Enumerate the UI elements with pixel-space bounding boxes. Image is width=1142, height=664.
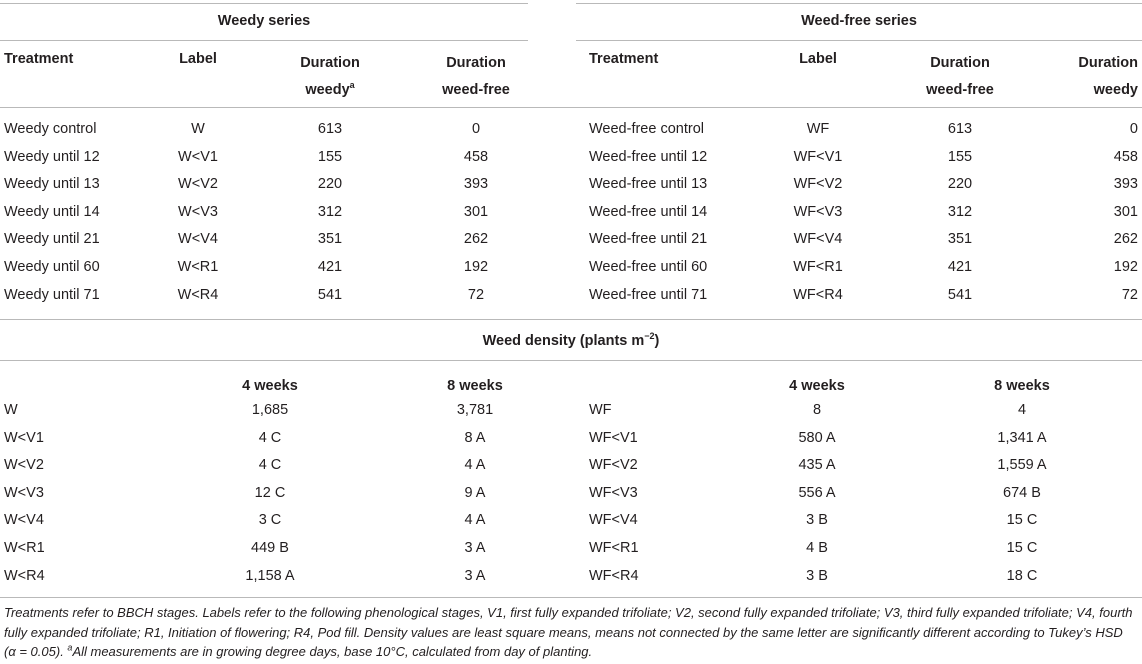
treatment-cell-wf-dur1: 312 <box>947 203 973 220</box>
treatment-cell-wf-dur2: 72 <box>1121 286 1138 303</box>
series-rule-right <box>576 40 1142 41</box>
density-cell-w-4: 4 C <box>258 457 282 474</box>
treatment-cell-w-label: W<V2 <box>178 176 218 193</box>
density-cell-wf-label: WF <box>589 402 612 418</box>
density-cell-wf-label: WF<R4 <box>589 567 639 584</box>
treatment-cell-w-dur1: 220 <box>317 176 343 193</box>
density-cell-wf-8: 1,559 A <box>997 457 1047 474</box>
treatment-cell-w-dur1: 541 <box>317 286 343 303</box>
density-cell-w-4: 3 C <box>258 512 282 529</box>
treatment-cell-wf-dur2: 458 <box>1113 148 1138 165</box>
density-cell-wf-label: WF<V4 <box>589 512 638 529</box>
treatment-cell-w-dur2: 0 <box>471 121 481 137</box>
density-cell-w-4: 4 C <box>258 429 282 446</box>
treatment-cell-w-label: W<V4 <box>178 231 218 248</box>
density-cell-wf-label: WF<V2 <box>589 457 638 474</box>
density-cell-wf-4: 435 A <box>798 457 836 474</box>
density-cell-w-label: W<V3 <box>4 484 44 501</box>
treatment-cell-w-dur1: 155 <box>317 148 343 165</box>
treatment-cell-wf-dur1: 351 <box>947 231 973 248</box>
treatment-cell-wf-dur2: 192 <box>1113 259 1138 275</box>
density-cell-wf-4: 4 B <box>806 540 828 556</box>
density-cell-w-label: W <box>4 402 18 418</box>
density-cell-w-4: 12 C <box>254 484 286 501</box>
density-cell-w-label: W<V2 <box>4 457 44 474</box>
treatment-cell-wf-dur2: 393 <box>1113 176 1138 193</box>
treatment-cell-w-dur2: 458 <box>463 148 489 165</box>
density-cell-w-8: 3,781 <box>456 402 494 418</box>
treatment-cell-w-dur1: 351 <box>317 231 343 248</box>
top-rule-right <box>576 3 1142 4</box>
treatment-cell-wf-label: WF<V2 <box>793 176 843 193</box>
density-cell-wf-8: 1,341 A <box>997 429 1047 446</box>
treatment-cell-w-treatment: Weedy until 71 <box>4 286 100 303</box>
density-weedy-8weeks-header: 8 weeks <box>447 378 503 394</box>
treatment-cell-w-dur1: 421 <box>317 259 343 275</box>
weedfree-label-header: Label <box>799 51 837 67</box>
treatment-cell-w-dur2: 262 <box>463 231 489 248</box>
density-cell-wf-8: 674 B <box>1003 484 1041 501</box>
density-cell-w-label: W<R4 <box>4 567 45 584</box>
treatment-cell-wf-treatment: Weed-free control <box>589 121 704 137</box>
weedy-label-header: Label <box>179 51 217 67</box>
density-weedy-4weeks-header: 4 weeks <box>242 378 298 394</box>
treatment-cell-wf-dur2: 0 <box>1129 121 1138 137</box>
weedy-series-header: Weedy series <box>217 13 311 29</box>
treatment-cell-w-treatment: Weedy until 21 <box>4 231 100 248</box>
top-rule-left <box>0 3 528 4</box>
treatment-cell-wf-treatment: Weed-free until 71 <box>589 286 708 303</box>
weedfree-duration-weedy-header: Duration weedy <box>1078 55 1138 98</box>
treatment-cell-w-label: W <box>191 121 205 137</box>
density-cell-w-8: 8 A <box>464 429 486 446</box>
density-cell-w-4: 1,685 <box>251 402 289 418</box>
density-rule-top <box>0 319 1142 320</box>
treatment-cell-w-dur2: 393 <box>463 176 489 193</box>
density-rule-bottom <box>0 360 1142 361</box>
density-cell-wf-label: WF<R1 <box>589 540 639 556</box>
treatment-cell-w-label: W<V3 <box>178 203 218 220</box>
density-cell-w-label: W<V4 <box>4 512 44 529</box>
treatment-cell-wf-treatment: Weed-free until 12 <box>589 148 708 165</box>
density-cell-w-4: 449 B <box>251 540 289 556</box>
weed-free-series-header: Weed-free series <box>801 13 917 29</box>
treatment-cell-wf-dur2: 262 <box>1113 231 1138 248</box>
density-cell-w-8: 4 A <box>464 457 486 474</box>
density-cell-wf-4: 556 A <box>798 484 836 501</box>
treatment-cell-wf-dur1: 613 <box>947 121 973 137</box>
density-cell-wf-8: 18 C <box>1006 567 1038 584</box>
density-cell-wf-4: 8 <box>812 402 822 418</box>
treatment-cell-wf-treatment: Weed-free until 13 <box>589 176 708 193</box>
treatment-cell-wf-treatment: Weed-free until 14 <box>589 203 708 220</box>
treatment-cell-wf-dur2: 301 <box>1113 203 1138 220</box>
treatment-cell-wf-label: WF <box>806 121 830 137</box>
density-cell-wf-8: 15 C <box>1006 512 1038 529</box>
density-cell-w-8: 4 A <box>464 512 486 529</box>
treatment-cell-w-treatment: Weedy until 14 <box>4 203 100 220</box>
treatment-cell-wf-label: WF<V3 <box>793 203 843 220</box>
treatment-cell-w-label: W<R4 <box>177 286 219 303</box>
table-footnote: Treatments refer to BBCH stages. Labels refer to the following phenological stages, V1, first fully expanded trifoliate; V2, second fully expanded trifoliate; V3, third fully expanded trifoliate; V4, fourth fully expanded trifoliate; R1, Initiation of flowering; R4, Pod fill. Density values are least square means, means not connected by the same letter are significantly different according to Tukey’s HSD (α = 0.05). $^a$All measurements are in growing degree days, base 10°C, calculated from day of planting. <box>4 605 1133 659</box>
treatment-cell-w-dur2: 192 <box>463 259 489 275</box>
treatment-cell-w-treatment: Weedy control <box>4 121 97 137</box>
treatment-cell-w-dur1: 312 <box>317 203 343 220</box>
weedy-treatment-header: Treatment <box>4 51 74 67</box>
weedfree-duration-weedfree-header: Duration weed-free <box>926 55 994 98</box>
density-cell-w-4: 1,158 A <box>245 567 295 584</box>
treatment-cell-wf-treatment: Weed-free until 21 <box>589 231 708 248</box>
density-weedfree-4weeks-header: 4 weeks <box>789 378 845 394</box>
treatment-cell-w-label: W<R1 <box>177 259 219 275</box>
density-cell-w-8: 3 A <box>464 567 486 584</box>
treatment-cell-wf-label: WF<R4 <box>793 286 843 303</box>
density-cell-w-label: W<R1 <box>4 540 45 556</box>
density-cell-w-label: W<V1 <box>4 429 44 446</box>
density-cell-wf-4: 580 A <box>798 429 836 446</box>
density-cell-wf-8: 4 <box>1017 402 1027 418</box>
treatment-cell-wf-label: WF<R1 <box>793 259 843 275</box>
treatment-cell-w-dur2: 72 <box>467 286 485 303</box>
treatment-cell-wf-label: WF<V1 <box>793 148 843 165</box>
density-cell-wf-4: 3 B <box>806 512 828 529</box>
treatment-cell-wf-dur1: 421 <box>947 259 973 275</box>
density-cell-wf-8: 15 C <box>1006 540 1038 556</box>
density-cell-w-8: 3 A <box>464 540 486 556</box>
treatment-cell-w-dur1: 613 <box>317 121 343 137</box>
weedy-duration-weedy-header: Duration weedy$^a$ <box>300 55 360 98</box>
treatment-cell-w-treatment: Weedy until 12 <box>4 148 100 165</box>
density-cell-wf-4: 3 B <box>806 567 828 584</box>
series-rule-left <box>0 40 528 41</box>
treatment-cell-w-dur2: 301 <box>463 203 489 220</box>
treatment-cell-wf-label: WF<V4 <box>793 231 843 248</box>
treatment-cell-w-treatment: Weedy until 13 <box>4 176 100 193</box>
treatment-cell-wf-dur1: 220 <box>947 176 973 193</box>
density-cell-w-8: 9 A <box>464 484 486 501</box>
density-weedfree-8weeks-header: 8 weeks <box>994 378 1050 394</box>
treatment-cell-wf-dur1: 541 <box>947 286 973 303</box>
treatment-cell-wf-treatment: Weed-free until 60 <box>589 259 708 275</box>
treatment-cell-wf-dur1: 155 <box>947 148 973 165</box>
density-cell-wf-label: WF<V1 <box>589 429 638 446</box>
table-bottom-rule <box>0 597 1142 598</box>
header-rule <box>0 107 1142 108</box>
density-cell-wf-label: WF<V3 <box>589 484 638 501</box>
treatment-cell-w-label: W<V1 <box>178 148 218 165</box>
weedfree-treatment-header: Treatment <box>589 51 659 67</box>
weedy-duration-weedfree-header: Duration weed-free <box>442 55 510 98</box>
density-title: Weed density (plants $m^{-2}$) <box>482 331 660 349</box>
treatment-cell-w-treatment: Weedy until 60 <box>4 259 100 275</box>
